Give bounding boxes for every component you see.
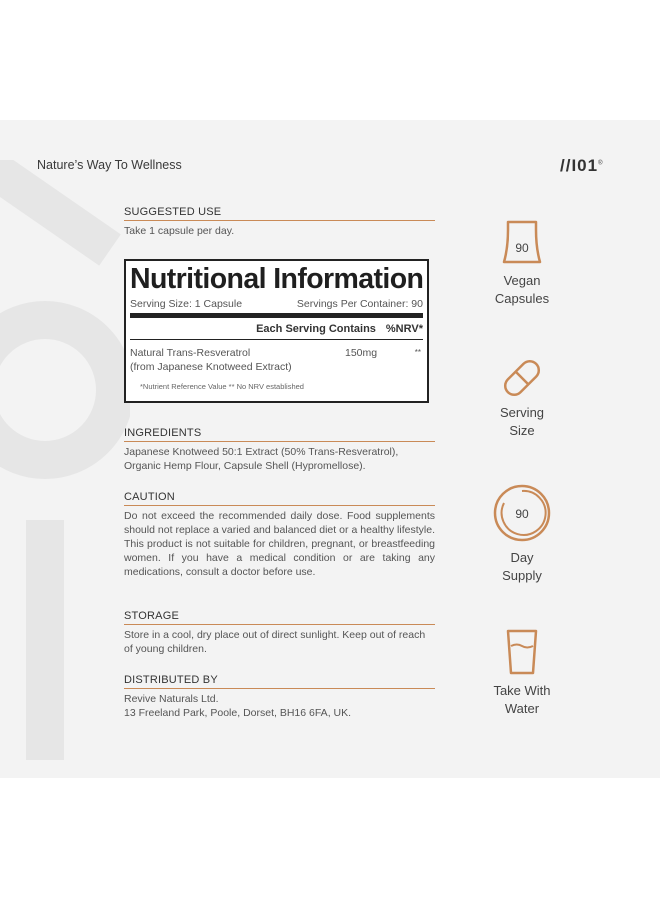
storage-text: Store in a cool, dry place out of direct sunlight. Keep out of reach of young children.: [124, 629, 426, 655]
feature-label-line1: Vegan: [503, 273, 541, 288]
distributor-address: 13 Freeland Park, Poole, Dorset, BH16 6FA, UK.: [124, 707, 352, 719]
feature-label: [470, 272, 574, 308]
feature-label-line2: Water: [504, 701, 540, 716]
caution-heading: CAUTION: [124, 491, 435, 506]
nrv-header: %NRV*: [385, 323, 423, 335]
day-supply-number: 90: [515, 507, 529, 521]
ingredient-name: Natural Trans-Resveratrol: [130, 347, 251, 359]
feature-label-line2: Size: [509, 423, 535, 438]
suggested-use-section: [124, 206, 435, 238]
ingredients-text: Japanese Knotweed 50:1 Extract (50% Trans-Resveratrol), Organic Hemp Flour, Capsule Shell (Hypromellose).: [124, 446, 399, 472]
serving-size: Serving Size: 1 Capsule: [130, 298, 243, 310]
caution-text: Do not exceed the recommended daily dose. Food supplements should not replace a varied and balanced diet or a healthy lifestyle. This product is not suitable for children, pregnant, or breastfeeding women. If you have a medical condition or are taking any medications, consult a doctor before use.: [124, 510, 435, 578]
nutrition-title: Nutritional Information: [130, 263, 424, 295]
storage-heading: STORAGE: [124, 610, 435, 625]
feature-label: [470, 404, 574, 440]
pouch-number: 90: [515, 241, 529, 255]
feature-label-line1: Take With: [493, 683, 551, 698]
label-panel: [0, 120, 660, 778]
ingredients-heading: INGREDIENTS: [124, 427, 435, 442]
feature-label: [470, 549, 574, 585]
ingredient-nrv: **: [414, 348, 421, 357]
each-serving-label: Each Serving Contains: [256, 323, 376, 335]
serving-info-row: [130, 296, 423, 318]
feature-label-line1: Day: [510, 550, 534, 565]
each-serving-row: [130, 318, 423, 340]
nutrition-panel: [124, 259, 429, 403]
feature-label-line2: Capsules: [494, 291, 550, 306]
suggested-use-text: Take 1 capsule per day.: [124, 225, 235, 237]
suggested-use-heading: SUGGESTED USE: [124, 206, 435, 221]
storage-section: [124, 610, 435, 656]
feature-label-line1: Serving: [499, 405, 545, 420]
tagline: Nature’s Way To Wellness: [37, 158, 182, 172]
ingredient-row: [130, 346, 423, 376]
distributed-heading: DISTRIBUTED BY: [124, 674, 435, 689]
brand-logo: //I01®: [560, 156, 604, 175]
feature-label-line2: Supply: [502, 568, 542, 583]
nrv-footnote: *Nutrient Reference Value ** No NRV established: [140, 382, 304, 391]
pouch-icon: [500, 218, 544, 266]
feature-take-with-water: [470, 628, 574, 718]
water-glass-icon: [505, 628, 539, 676]
distributed-section: [124, 674, 435, 720]
ingredients-section: [124, 427, 435, 473]
caution-section: [124, 491, 435, 579]
logo-watermark: [0, 160, 130, 760]
feature-vegan-capsules: [470, 218, 574, 308]
distributor-name: Revive Naturals Ltd.: [124, 693, 219, 705]
feature-day-supply: [470, 483, 574, 585]
capsule-icon: [498, 358, 546, 398]
ingredient-source: (from Japanese Knotweed Extract): [130, 361, 292, 373]
feature-serving-size: [470, 358, 574, 440]
ingredient-amount: 150mg: [345, 347, 378, 359]
servings-per-container: Servings Per Container: 90: [296, 298, 423, 310]
day-supply-icon: [492, 483, 552, 543]
feature-label: [470, 682, 574, 718]
